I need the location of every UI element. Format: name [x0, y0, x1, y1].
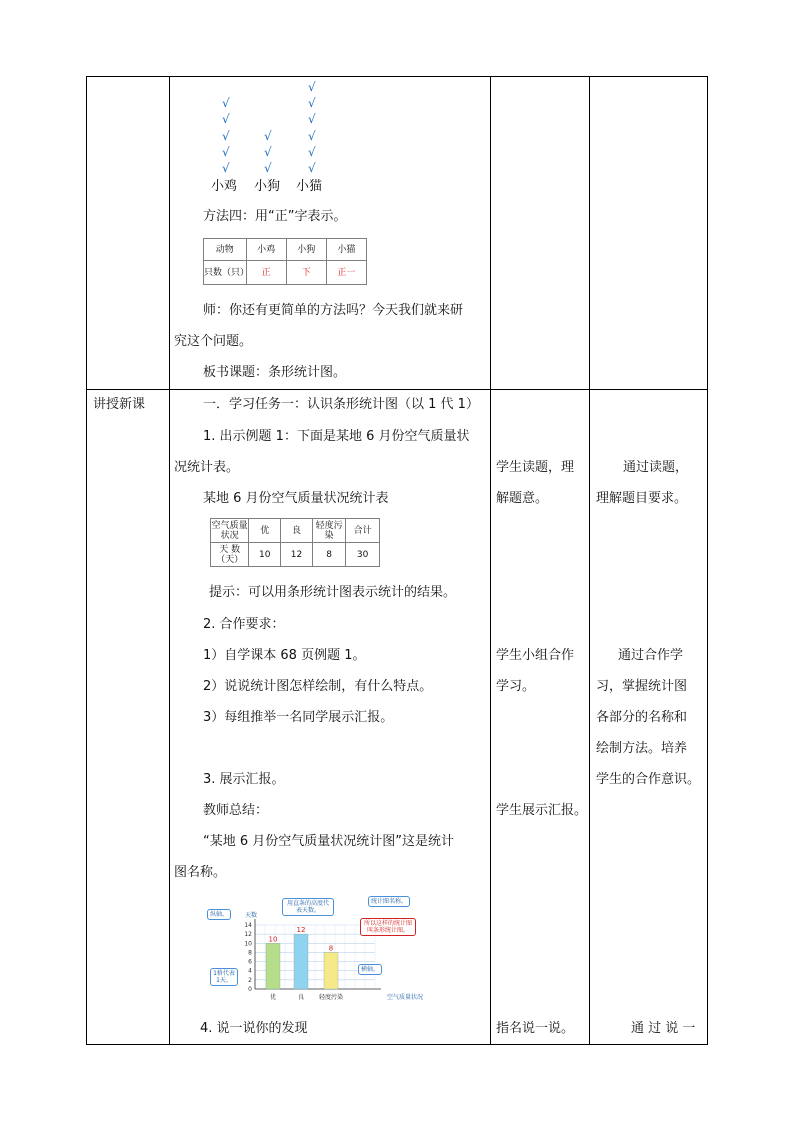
- tally-check-mark: √: [308, 96, 316, 111]
- board-title: 板书课题：条形统计图。: [203, 365, 347, 380]
- x-tick-label: 轻度污染: [318, 994, 344, 1001]
- y-tick-label: 14: [244, 922, 252, 929]
- column-divider: [490, 77, 491, 1044]
- student-read-cont: 解题意。: [496, 491, 549, 506]
- intent-read-cont: 理解题目要求。: [596, 491, 688, 506]
- zheng-value: 下: [286, 261, 326, 285]
- tally-label: 小狗: [254, 179, 281, 194]
- student-read: 学生读题，理: [496, 460, 575, 475]
- y-tick-label: 12: [244, 931, 252, 939]
- y-axis-label: 天数: [244, 912, 258, 919]
- zheng-value: 正: [246, 261, 286, 285]
- y-tick-label: 0: [248, 986, 252, 993]
- tally-check-mark: √: [308, 144, 316, 159]
- task-title: 一．学习任务一：认识条形统计图（以 1 代 1）: [203, 397, 479, 412]
- column-divider: [169, 77, 170, 1044]
- annotation-y-axis: 纵轴。: [207, 909, 231, 920]
- coop-item: 2）说说统计图怎样绘制，有什么特点。: [203, 679, 433, 694]
- bar-data-label: 10: [268, 935, 278, 944]
- y-tick-label: 4: [248, 967, 252, 975]
- y-tick-label: 10: [244, 940, 252, 948]
- discover-text: 4. 说一说你的发现: [200, 1021, 308, 1036]
- air-value: 30: [346, 543, 380, 567]
- bar-data-label: 12: [296, 926, 306, 935]
- zheng-row-label: 只数（只）: [204, 261, 247, 285]
- tally-check-mark: √: [264, 161, 272, 175]
- zheng-header: 小鸡: [246, 239, 286, 261]
- annotation-type: 所以这样的统计图叫条形统计图。: [360, 918, 416, 936]
- teacher-summary: 教师总结：: [203, 803, 269, 818]
- bar: [294, 934, 308, 989]
- teacher-question: 师：你还有更简单的方法吗？今天我们就来研: [203, 303, 464, 318]
- air-value: 8: [312, 543, 345, 567]
- coop-title: 2. 合作要求：: [203, 617, 285, 632]
- tally-check-mark: √: [308, 161, 316, 175]
- y-tick-label: 2: [248, 976, 252, 984]
- annotation-scale: 1格代表1天。: [210, 968, 238, 986]
- x-tick-label: 优: [269, 994, 277, 1001]
- tally-check-mark: √: [264, 144, 272, 159]
- intent-coop: 各部分的名称和: [596, 710, 688, 725]
- zheng-header: 小狗: [286, 239, 326, 261]
- tally-check-mark: √: [222, 96, 230, 111]
- air-header: 空气质量状况: [211, 520, 248, 541]
- student-present: 学生展示汇报。: [496, 803, 588, 818]
- tally-check-mark: √: [264, 128, 272, 143]
- intent-coop: 绘制方法。培养: [596, 741, 688, 756]
- air-header: 优: [249, 519, 281, 543]
- intent-coop: 通过合作学: [618, 648, 684, 663]
- y-tick-label: 8: [248, 949, 252, 957]
- zheng-value: 正一: [326, 261, 366, 285]
- air-header: 合计: [346, 519, 380, 543]
- air-header: 轻度污染: [312, 519, 345, 543]
- tally-check-mark: √: [222, 161, 230, 175]
- tally-check-mark: √: [308, 80, 316, 94]
- tally-check-mark: √: [222, 112, 230, 127]
- zheng-header: 动物: [204, 239, 247, 261]
- air-header: 良: [281, 519, 313, 543]
- coop-item: 1）自学课本 68 页例题 1。: [203, 648, 366, 663]
- tally-check-mark: √: [222, 144, 230, 159]
- method-four-text: 方法四：用“正”字表示。: [203, 209, 347, 224]
- y-tick-label: 6: [248, 958, 252, 966]
- example-text: 1. 出示例题 1：下面是某地 6 月份空气质量状: [203, 429, 470, 444]
- air-row-label: 天 数（天）: [211, 543, 249, 567]
- bar-data-label: 8: [328, 944, 334, 953]
- summary-text-cont: 图名称。: [174, 865, 227, 880]
- x-tick-label: 良: [297, 994, 305, 1001]
- column-divider: [589, 77, 590, 1044]
- zheng-header: 小猫: [326, 239, 366, 261]
- air-value: 10: [249, 543, 281, 567]
- x-axis-label: 空气质量状况: [386, 994, 423, 1001]
- example-text-cont: 况统计表。: [174, 460, 240, 475]
- summary-text: “某地 6 月份空气质量状况统计图”这是统计: [203, 834, 455, 849]
- intent-coop: 学生的合作意识。: [596, 772, 701, 787]
- bar: [324, 952, 338, 989]
- intent-coop: 习，掌握统计图: [596, 679, 688, 694]
- section-label: 讲授新课: [93, 397, 146, 412]
- tally-label: 小猫: [296, 179, 323, 194]
- row-divider: [87, 389, 707, 390]
- intent-read: 通过读题，: [623, 460, 689, 475]
- annotation-name: 统计图名称。: [368, 896, 410, 907]
- air-value: 12: [281, 543, 313, 567]
- student-group-cont: 学习。: [496, 679, 536, 694]
- bar: [266, 943, 280, 989]
- student-named: 指名说一说。: [496, 1021, 575, 1036]
- tally-label: 小鸡: [211, 179, 238, 194]
- annotation-height: 用直条的高度代表天数。: [282, 898, 334, 916]
- show-report: 3. 展示汇报。: [203, 772, 285, 787]
- tally-check-mark: √: [222, 128, 230, 143]
- hint-text: 提示：可以用条形统计图表示统计的结果。: [209, 585, 457, 600]
- tally-check-mark: √: [308, 128, 316, 143]
- air-quality-table: [210, 518, 380, 567]
- table-caption: 某地 6 月份空气质量状况统计表: [203, 491, 389, 506]
- teacher-question-cont: 究这个问题。: [174, 334, 253, 349]
- annotation-x-axis: 横轴。: [358, 964, 382, 975]
- zheng-table: [203, 238, 367, 285]
- student-group: 学生小组合作: [496, 648, 575, 663]
- intent-last: 通 过 说 一: [631, 1021, 696, 1036]
- tally-check-mark: √: [308, 112, 316, 127]
- coop-item: 3）每组推举一名同学展示汇报。: [203, 710, 394, 725]
